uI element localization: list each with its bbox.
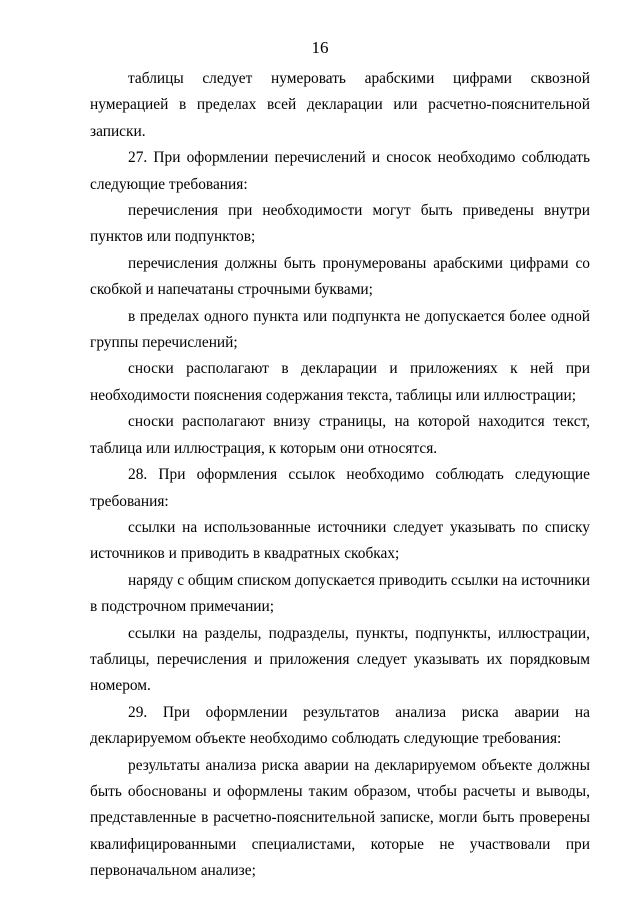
page-number: 16 [311, 38, 329, 57]
paragraph: результаты анализа риска аварии на декларируемом объекте должны быть обоснованы и оформлены таким образом, чтобы расчеты и выводы, представленные в расчетно-пояснительной записке, могли быть проверены квалифицированными специалистами, которые не участвовали при первоначальном анализе; [90, 756, 590, 880]
paragraph: сноски располагают в декларации и приложениях к ней при необходимости пояснения содержания текста, таблицы или иллюстрации; [90, 360, 590, 404]
paragraph: ссылки на разделы, подразделы, пункты, подпункты, иллюстрации, таблицы, перечисления и приложения следует указывать их порядковым номером. [90, 624, 590, 695]
paragraph: перечисления при необходимости могут быть приведены внутри пунктов или подпунктов; [90, 202, 590, 246]
paragraph: перечисления должны быть пронумерованы арабскими цифрами со скобкой и напечатаны строчными буквами; [90, 254, 590, 299]
paragraph: 28. При оформления ссылок необходимо соблюдать следующие требования: [90, 466, 590, 510]
body-text [90, 66, 590, 885]
paragraph: 29. При оформлении результатов анализа риска аварии на декларируемом объекте необходимо соблюдать следующие требования: [90, 703, 590, 748]
paragraph: в пределах одного пункта или подпункта не допускается более одной группы перечислений; [90, 307, 590, 352]
paragraph: таблицы следует нумеровать арабскими цифрами сквозной нумерацией в пределах всей декларации или расчетно-пояснительной записки. [90, 70, 590, 140]
paragraph: ссылки на использованные источники следует указывать по списку источников и приводить в квадратных скобках; [90, 518, 590, 563]
paragraph: наряду с общим списком допускается приводить ссылки на источники в подстрочном примечании; [90, 571, 590, 616]
paragraph: сноски располагают внизу страницы, на которой находится текст, таблица или иллюстрация, к которым они относятся. [90, 413, 590, 457]
paragraph: 27. При оформлении перечислений и сносок необходимо соблюдать следующие требования: [90, 149, 590, 193]
